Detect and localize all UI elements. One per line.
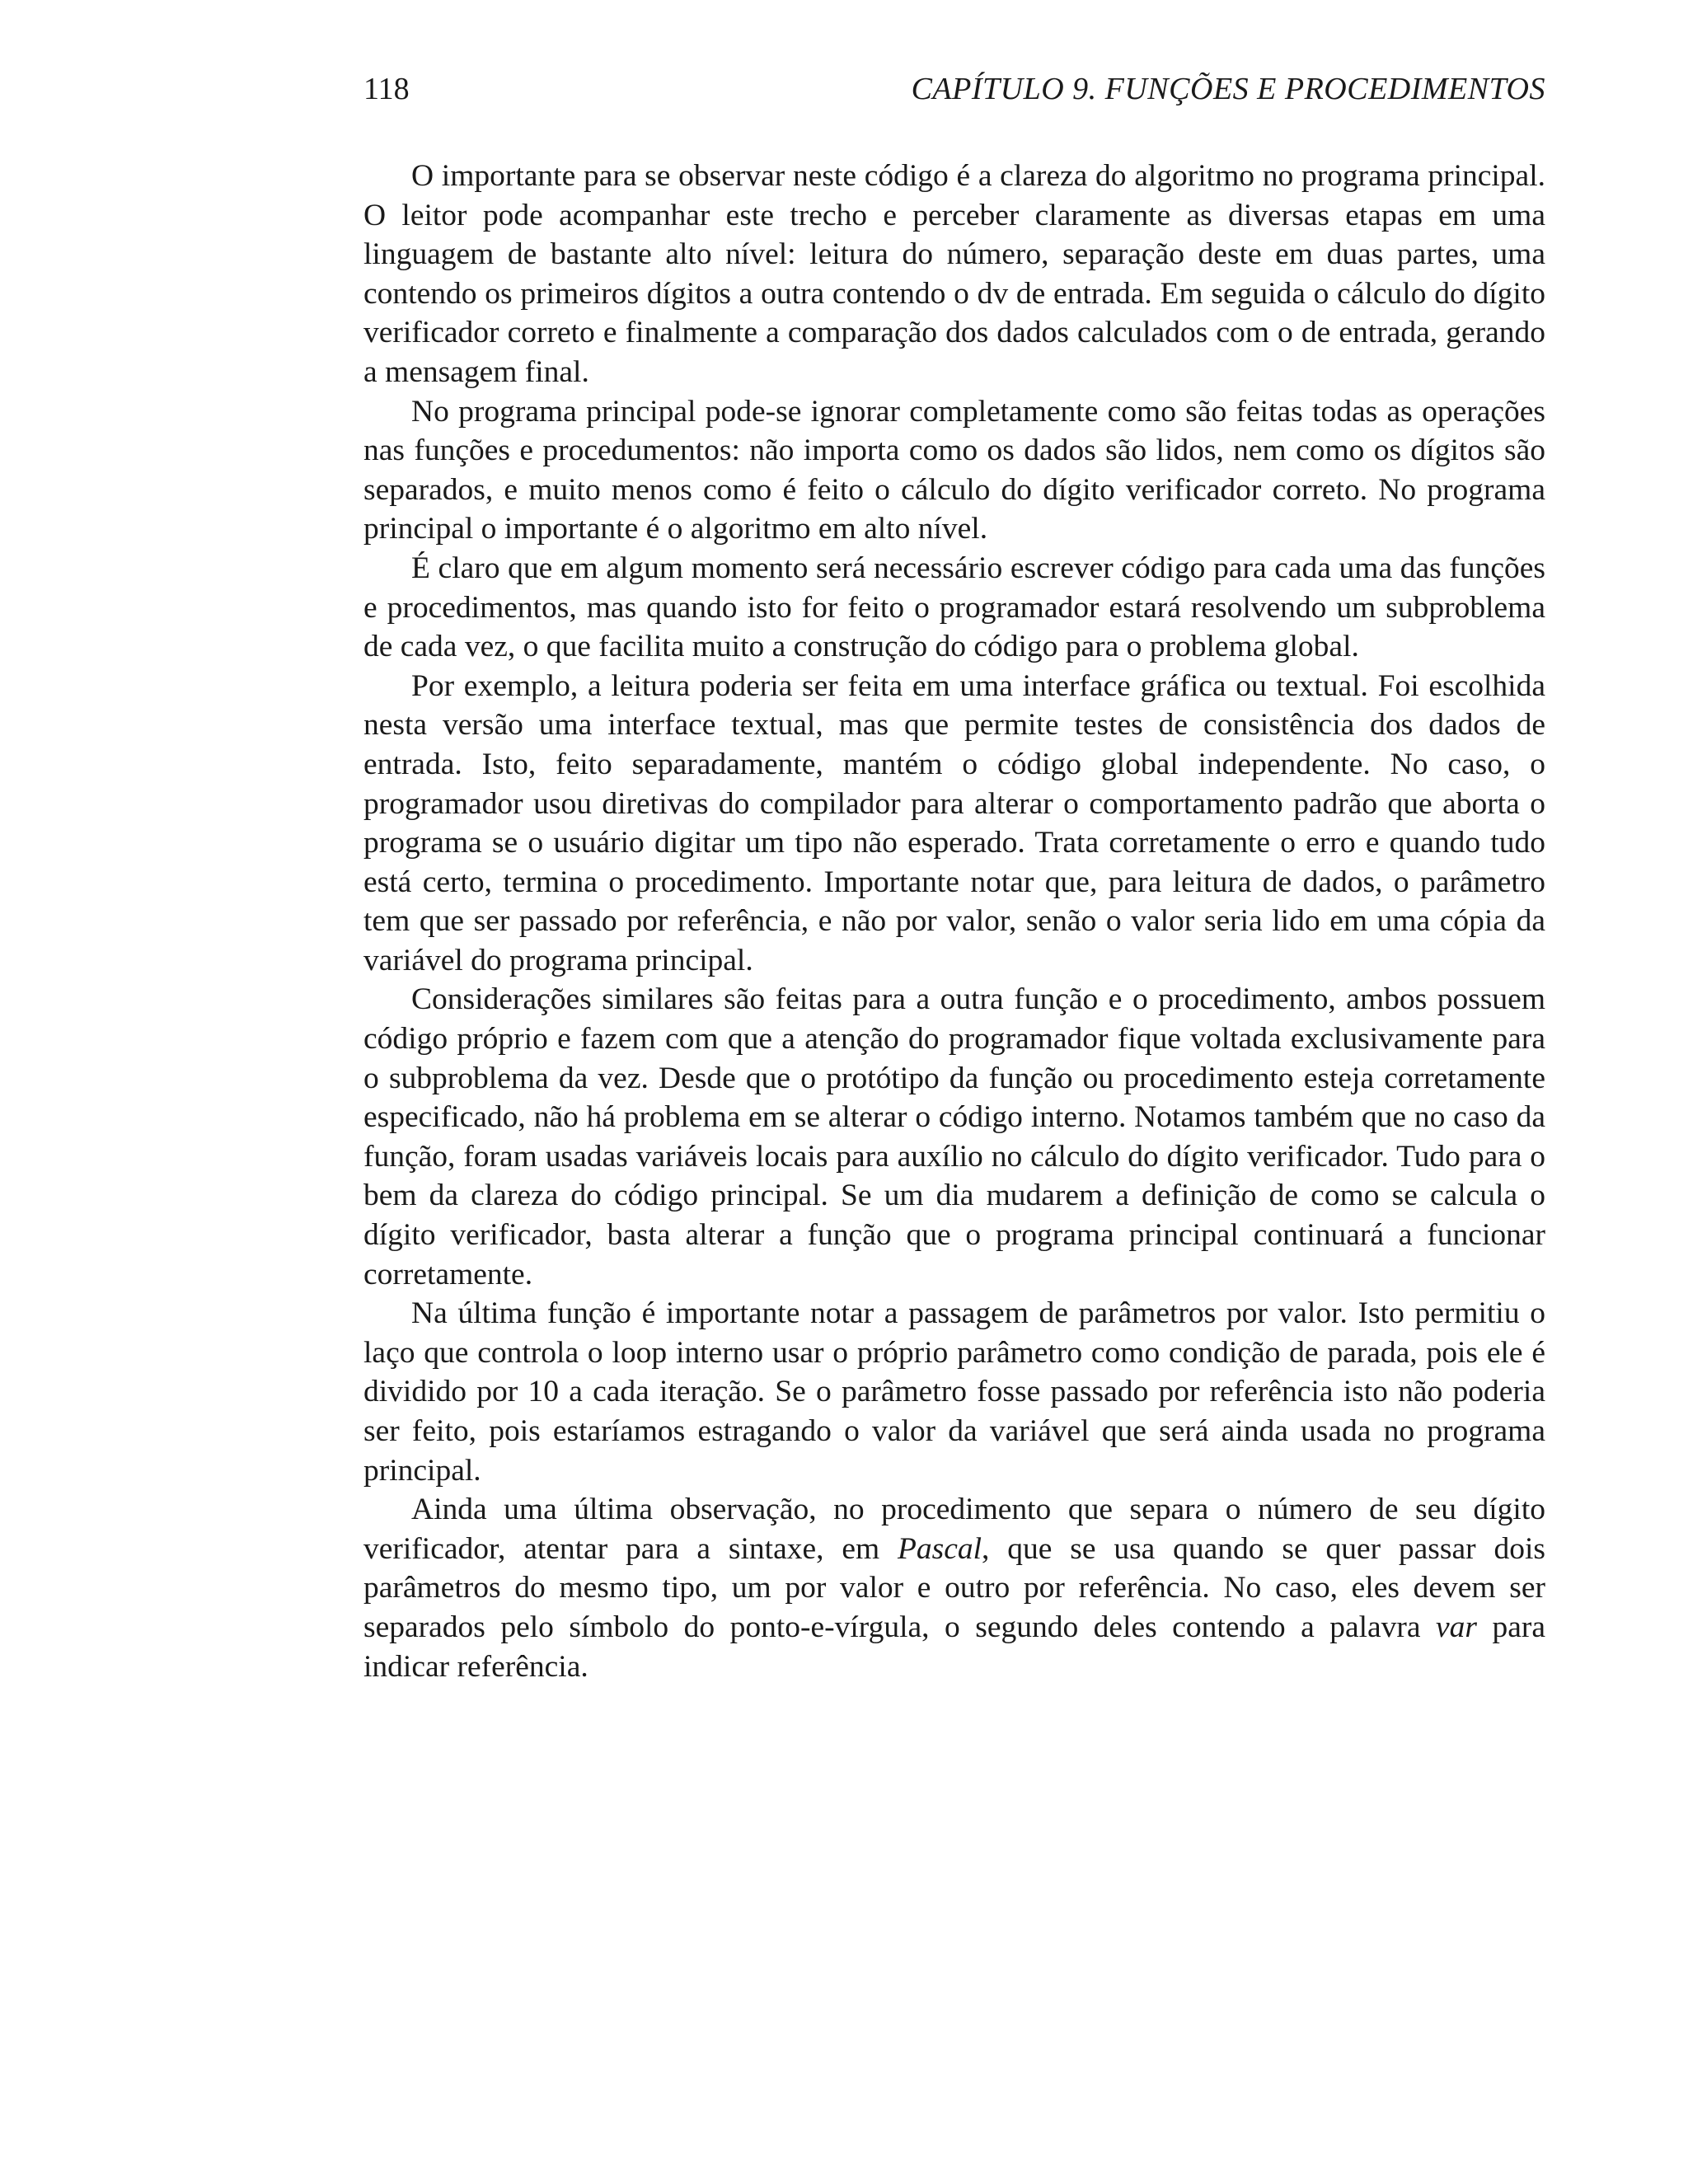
paragraph-7 [363,1490,1545,1686]
paragraph-1: O importante para se observar neste código é a clareza do algoritmo no programa principal. O leitor pode acompanhar este trecho e perceber claramente as diversas etapas em uma linguagem de bastante alto nível: leitura do número, separação deste em duas partes, uma contendo os primeiros dígitos a outra contendo o dv de entrada. Em seguida o cálculo do dígito verificador correto e finalmente a comparação dos dados calculados com o de entrada, gerando a mensagem final. [363,159,1545,389]
paragraph-7-part-2: , que se usa quando se quer passar dois parâmetros do mesmo tipo, um por valor e outro por referência. No caso, eles devem ser separados pelo símbolo do ponto-e-vírgula, o segundo deles contendo a palavra [363,1531,1545,1644]
paragraph-5: Considerações similares são feitas para a outra função e o procedimento, ambos possuem código próprio e fazem com que a atenção do programador fique voltada exclusivamente para o subproblema da vez. Desde que o protótipo da função ou procedimento esteja corretamente especificado, não há problema em se alterar o código interno. Notamos também que no caso da função, foram usadas variáveis locais para auxílio no cálculo do dígito verificador. Tudo para o bem da clareza do código principal. Se um dia mudarem a definição de como se calcula o dígito verificador, basta alterar a função que o programa principal continuará a funcionar corretamente. [363,982,1545,1291]
pascal-term: Pascal [897,1531,982,1566]
chapter-title: CAPÍTULO 9. FUNÇÕES E PROCEDIMENTOS [911,72,1545,106]
running-header [363,64,1545,114]
body-text [363,157,1545,1686]
paragraph-4: Por exemplo, a leitura poderia ser feita em uma interface gráfica ou textual. Foi escolhida nesta versão uma interface textual, mas que permite testes de consistência dos dados de entrada. Isto, feito separadamente, mantém o código global independente. No caso, o programador usou diretivas do compilador para alterar o comportamento padrão que aborta o programa se o usuário digitar um tipo não esperado. Trata corretamente o erro e quando tudo está certo, termina o procedimento. Importante notar que, para leitura de dados, o parâmetro tem que ser passado por referência, e não por valor, senão o valor seria lido em uma cópia da variável do programa principal. [363,668,1545,977]
paragraph-6: Na última função é importante notar a passagem de parâmetros por valor. Isto permitiu o laço que controla o loop interno usar o próprio parâmetro como condição de parada, pois ele é dividido por 10 a cada iteração. Se o parâmetro fosse passado por referência isto não poderia ser feito, pois estaríamos estragando o valor da variável que será ainda usada no programa principal. [363,1296,1545,1488]
var-keyword: var [1436,1610,1477,1644]
paragraph-3: É claro que em algum momento será necessário escrever código para cada uma das funções e procedimentos, mas quando isto for feito o programador estará resolvendo um subproblema de cada vez, o que facilita muito a construção do código para o problema global. [363,551,1545,664]
page-number: 118 [363,72,410,106]
paragraph-7-part-1: Ainda uma última observação, no procedimento que separa o número de seu dígito verificador, atentar para a sintaxe, em [363,1493,1545,1566]
paragraph-7-part-3: para indicar referência. [363,1610,1545,1684]
paragraph-2: No programa principal pode-se ignorar completamente como são feitas todas as operações nas funções e procedumentos: não importa como os dados são lidos, nem como os dígitos são separados, e muito menos como é feito o cálculo do dígito verificador correto. No programa principal o importante é o algoritmo em alto nível. [363,394,1545,546]
